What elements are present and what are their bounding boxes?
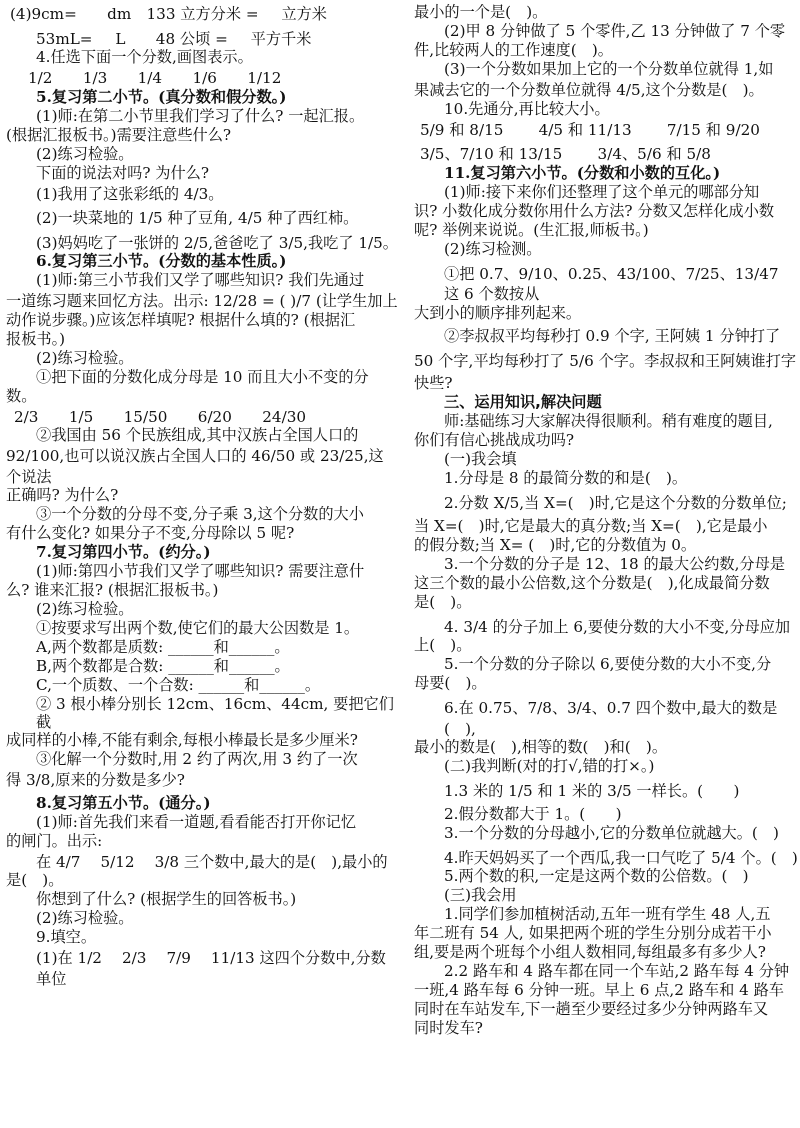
text-line: 正确吗? 为什么? bbox=[6, 486, 119, 505]
text-line: 的假分数;当 X= ( )时,它的分数值为 0。 bbox=[414, 535, 697, 554]
fraction-row: 1/2 1/3 1/4 1/6 1/12 bbox=[28, 69, 282, 88]
text-line: (1)师:第三小节我们又学了哪些知识? 我们先通过 bbox=[36, 271, 365, 290]
text-line: (2)练习检测。 bbox=[444, 239, 542, 258]
text-line: 3.一个分数的分母越小,它的分数单位就越大。( ) bbox=[444, 823, 779, 842]
fraction-row: 3/5、7/10 和 13/15 3/4、5/6 和 5/8 bbox=[420, 145, 711, 164]
text-line: 2.假分数都大于 1。( ) bbox=[444, 804, 622, 823]
text-line: 最小的一个是( )。 bbox=[414, 3, 548, 21]
text-line: (三)我会用 bbox=[444, 886, 517, 905]
section-heading: 7.复习第四小节。(约分。) bbox=[36, 543, 211, 562]
text-line: 92/100,也可以说汉族占全国人口的 46/50 或 23/25,这个说法 bbox=[6, 447, 384, 486]
text-line: 数。 bbox=[6, 386, 37, 405]
text-line: 9.填空。 bbox=[36, 928, 97, 947]
text-line: B,两个数都是合数: ______和______。 bbox=[36, 657, 290, 676]
text-line: 1.分母是 8 的最简分数的和是( )。 bbox=[444, 469, 688, 488]
text-line: 3.一个分数的分子是 12、18 的最大公约数,分母是 bbox=[444, 554, 785, 573]
text-line: 这三个数的最小公倍数,这个分数是( ),化成最简分数 bbox=[414, 573, 770, 592]
text-line: 母要( )。 bbox=[414, 674, 487, 693]
text-line: (1)师:第四小节我们又学了哪些知识? 需要注意什 bbox=[36, 562, 365, 581]
text-line: 6.在 0.75、7/8、3/4、0.7 四个数中,最大的数是( ), bbox=[444, 699, 778, 738]
text-line: 是( )。 bbox=[414, 592, 472, 611]
text-line: (二)我判断(对的打√,错的打×。) bbox=[444, 757, 655, 776]
text-line: (一)我会填 bbox=[444, 450, 517, 469]
fraction-row: 2/3 1/5 15/50 6/20 24/30 bbox=[14, 407, 307, 426]
text-line: ①把 0.7、9/10、0.25、43/100、7/25、13/47 这 6 个数按从 bbox=[444, 264, 779, 304]
text-line: 10.先通分,再比较大小。 bbox=[444, 99, 610, 118]
text-line: (根据汇报板书。)需要注意些什么? bbox=[6, 125, 232, 144]
part-heading: 三、运用知识,解决问题 bbox=[444, 393, 602, 412]
text-line: 2.分数 X/5,当 X=( )时,它是这个分数的分数单位; bbox=[444, 494, 787, 513]
text-line: 上( )。 bbox=[414, 636, 472, 655]
text-line: 你想到了什么? (根据学生的回答板书。) bbox=[36, 890, 297, 909]
text-line: 2.2 路车和 4 路车都在同一个车站,2 路车每 4 分钟 bbox=[444, 962, 790, 981]
section-heading: 11.复习第六小节。(分数和小数的互化。) bbox=[444, 163, 721, 182]
text-line: C,一个质数、一个合数: ______和______。 bbox=[36, 676, 321, 695]
text-line: (1)师:在第二小节里我们学习了什么? 一起汇报。 bbox=[36, 106, 365, 125]
text-line: 4.任选下面一个分数,画图表示。 bbox=[36, 48, 253, 67]
text-line: 1.同学们参加植树活动,五年一班有学生 48 人,五 bbox=[444, 905, 771, 924]
section-heading: 8.复习第五小节。(通分。) bbox=[36, 793, 211, 812]
text-line: (3)妈妈吃了一张饼的 2/5,爸爸吃了 3/5,我吃了 1/5。 bbox=[36, 233, 398, 252]
text-line: 么? 谁来汇报? (根据汇报板书。) bbox=[6, 581, 219, 600]
text-line: A,两个数都是质数: ______和______。 bbox=[36, 638, 290, 657]
text-line: ①把下面的分数化成分母是 10 而且大小不变的分 bbox=[36, 367, 369, 386]
text-line: 果减去它的一个分数单位就得 4/5,这个分数是( )。 bbox=[414, 81, 764, 99]
text-line: 5.一个分数的分子除以 6,要使分数的大小不变,分 bbox=[444, 655, 772, 674]
text-line: 一班,4 路车每 6 分钟一班。早上 6 点,2 路车和 4 路车 bbox=[414, 981, 784, 1000]
text-line: (2)练习检验。 bbox=[36, 600, 134, 619]
text-line: 动作说步骤。)应该怎样填呢? 根据什么填的? (根据汇 bbox=[6, 310, 356, 329]
text-line: (3)一个分数如果加上它的一个分数单位就得 1,如 bbox=[444, 60, 774, 78]
text-line: 1.3 米的 1/5 和 1 米的 3/5 一样长。( ) bbox=[444, 782, 740, 801]
text-line: (1)我用了这张彩纸的 4/3。 bbox=[36, 184, 224, 203]
text-line: 同时在车站发车,下一趟至少要经过多少分钟两路车又 bbox=[414, 1000, 769, 1019]
text-line: 得 3/8,原来的分数是多少? bbox=[6, 771, 185, 790]
text-line: (4)9cm= dm 133 立方分米 = 立方米 bbox=[10, 5, 327, 23]
text-line: (1)在 1/2 2/3 7/9 11/13 这四个分数中,分数单位 bbox=[36, 949, 386, 988]
text-line: (2)练习检验。 bbox=[36, 909, 134, 928]
text-line: 大到小的顺序排列起来。 bbox=[414, 303, 582, 322]
section-heading: 5.复习第二小节。(真分数和假分数。) bbox=[36, 87, 287, 106]
text-line: 年二班有 54 人, 如果把两个班的学生分别分成若干小 bbox=[414, 924, 772, 943]
text-line: 成同样的小棒,不能有剩余,每根小棒最长是多少厘米? bbox=[6, 731, 358, 750]
text-line: 同时发车? bbox=[414, 1019, 483, 1038]
text-line: (1)师:首先我们来看一道题,看看能否打开你记忆 bbox=[36, 812, 357, 831]
text-line: 件,比较两人的工作速度( )。 bbox=[414, 41, 613, 59]
text-line: ②我国由 56 个民族组成,其中汉族占全国人口的 bbox=[36, 426, 359, 445]
text-line: ③一个分数的分母不变,分子乘 3,这个分数的大小 bbox=[36, 505, 364, 524]
text-line: 下面的说法对吗? 为什么? bbox=[36, 163, 209, 182]
right-column bbox=[414, 4, 798, 1039]
text-line: 呢? 举例来说说。(生汇报,师板书。) bbox=[414, 220, 649, 239]
text-line: 当 X=( )时,它是最大的真分数;当 X=( ),它是最小 bbox=[414, 516, 768, 535]
text-line: 4.昨天妈妈买了一个西瓜,我一口气吃了 5/4 个。( ) bbox=[444, 848, 798, 867]
text-line: (2)练习检验。 bbox=[36, 144, 134, 163]
text-line: 快些? bbox=[414, 374, 453, 393]
text-line: (2)甲 8 分钟做了 5 个零件,乙 13 分钟做了 7 个零 bbox=[444, 22, 786, 40]
text-line: 53mL= L 48 公顷 = 平方千米 bbox=[36, 29, 312, 48]
text-line: ③化解一个分数时,用 2 约了两次,用 3 约了一次 bbox=[36, 750, 358, 769]
text-line: 师:基础练习大家解决得很顺利。稍有难度的题目, bbox=[444, 412, 773, 431]
text-line: 的闸门。出示: bbox=[6, 831, 103, 850]
text-line: 50 个字,平均每秒打了 5/6 个字。李叔叔和王阿姨谁打字 bbox=[414, 351, 797, 370]
text-line: (2)练习检验。 bbox=[36, 348, 134, 367]
text-line: 识? 小数化成分数你用什么方法? 分数又怎样化成小数 bbox=[414, 201, 775, 220]
text-line: (2)一块菜地的 1/5 种了豆角, 4/5 种了西红柿。 bbox=[36, 209, 359, 228]
text-line: 5.两个数的积,一定是这两个数的公倍数。( ) bbox=[444, 867, 749, 886]
text-line: 一道练习题来回忆方法。出示: 12/28 = ( )/7 (让学生加上 bbox=[6, 292, 398, 311]
text-line: 最小的数是( ),相等的数( )和( )。 bbox=[414, 738, 668, 757]
text-line: 是( )。 bbox=[6, 871, 64, 890]
text-line: 你们有信心挑战成功吗? bbox=[414, 431, 575, 450]
text-line: 组,要是两个班每个小组人数相同,每组最多有多少人? bbox=[414, 943, 766, 962]
text-line: ② 3 根小棒分别长 12cm、16cm、44cm, 要把它们截 bbox=[36, 695, 394, 732]
text-line: 4. 3/4 的分子加上 6,要使分数的大小不变,分母应加 bbox=[444, 617, 791, 636]
text-line: 有什么变化? 如果分子不变,分母除以 5 呢? bbox=[6, 524, 295, 543]
section-heading: 6.复习第三小节。(分数的基本性质。) bbox=[36, 252, 287, 271]
text-line: (1)师:接下来你们还整理了这个单元的哪部分知 bbox=[444, 182, 760, 201]
text-line: 在 4/7 5/12 3/8 三个数中,最大的是( ),最小的 bbox=[36, 852, 388, 871]
fraction-row: 5/9 和 8/15 4/5 和 11/13 7/15 和 9/20 bbox=[420, 120, 760, 139]
text-line: ①按要求写出两个数,使它们的最大公因数是 1。 bbox=[36, 619, 360, 638]
left-column bbox=[6, 4, 398, 989]
text-line: ②李叔叔平均每秒打 0.9 个字, 王阿姨 1 分钟打了 bbox=[444, 326, 781, 345]
text-line: 报板书。) bbox=[6, 329, 66, 348]
